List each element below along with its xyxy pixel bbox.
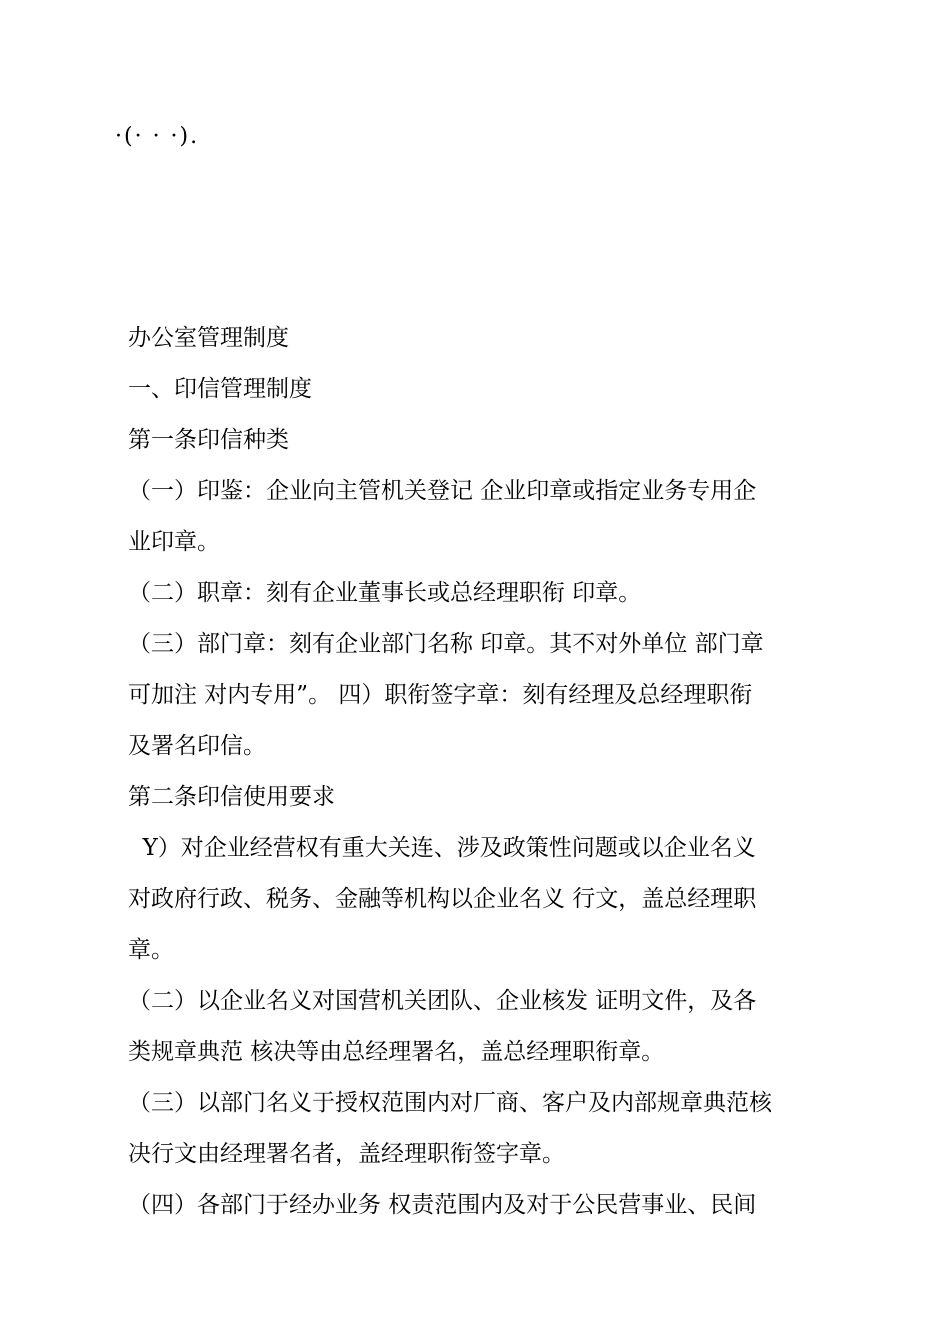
paragraph-line: 决行文由经理署名者，盖经理职衔签字章。 <box>128 1141 565 1167</box>
paragraph-line: Y）对企业经营权有重大关连、涉及政策性问题或以企业名义 <box>128 835 756 861</box>
paragraph-line: 可加注 对内专用”。 四）职衔签字章：刻有经理及总经理职衔 <box>128 682 753 708</box>
document-body <box>128 313 828 1231</box>
header-mark: ·(· · ·). <box>115 124 200 149</box>
document-title: 办公室管理制度 <box>128 325 289 351</box>
paragraph-line: 及署名印信。 <box>128 733 266 759</box>
paragraph-line: （二）职章：刻有企业董事长或总经理职衔 印章。 <box>128 580 642 606</box>
paragraph-line: （四）各部门于经办业务 权责范围内及对于公民营事业、民间 <box>128 1192 757 1218</box>
section-heading: 一、印信管理制度 <box>128 376 312 402</box>
paragraph-line: 类规章典范 核决等由总经理署名，盖总经理职衔章。 <box>128 1039 665 1065</box>
paragraph-line: （一）印鉴：企业向主管机关登记 企业印章或指定业务专用企 <box>128 478 757 504</box>
paragraph-line: （三）部门章：刻有企业部门名称 印章。其不对外单位 部门章 <box>128 631 764 657</box>
article-2-body <box>128 823 828 1231</box>
article-heading: 第一条印信种类 <box>128 427 289 453</box>
paragraph-line: 业印章。 <box>128 529 220 555</box>
paragraph-line: （二）以企业名义对国营机关团队、企业核发 证明文件，及各 <box>128 988 757 1014</box>
article-1-body <box>128 466 828 772</box>
paragraph-line: 对政府行政、税务、金融等机构以企业名义 行文，盖总经理职 <box>128 886 757 912</box>
paragraph-line: 章。 <box>128 937 174 963</box>
article-heading: 第二条印信使用要求 <box>128 784 335 810</box>
paragraph-line: （三）以部门名义于授权范围内对厂商、客户及内部规章典范核 <box>128 1090 772 1116</box>
